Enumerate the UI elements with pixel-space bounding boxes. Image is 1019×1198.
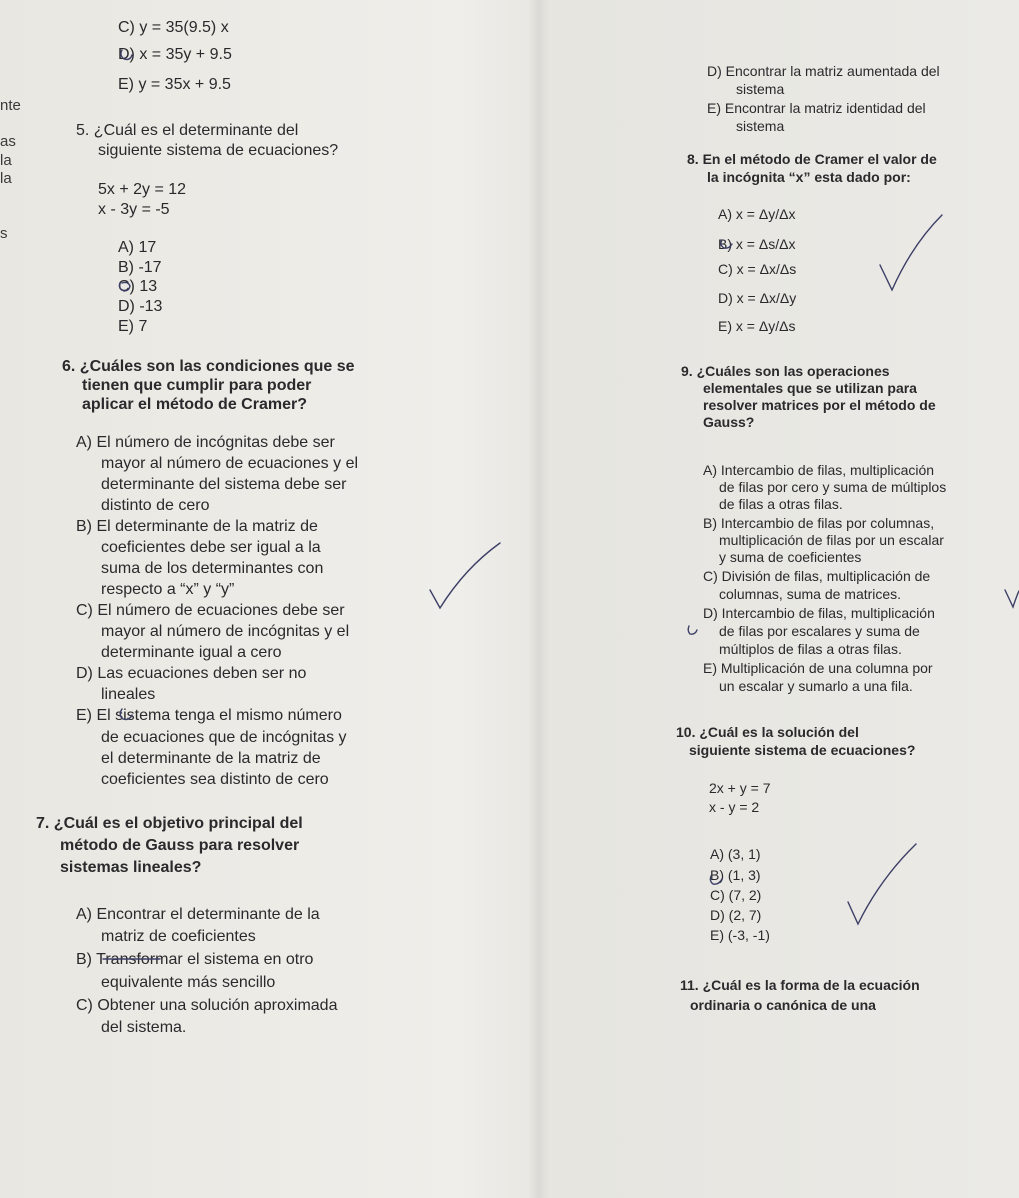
q9-option-d: múltiplos de filas a otras filas. <box>719 641 902 657</box>
checkmark-icon <box>880 215 942 290</box>
q11-question: 11. ¿Cuál es la forma de la ecuación <box>680 977 920 993</box>
answer-circle-mark <box>710 876 722 884</box>
q6-option-c: mayor al número de incógnitas y el <box>101 623 350 640</box>
q8-question: 8. En el método de Cramer el valor de <box>687 151 937 167</box>
q6-option-e: de ecuaciones que de incógnitas y <box>101 729 347 746</box>
q9-question: 9. ¿Cuáles son las operaciones <box>681 363 890 379</box>
q9-option-c: C) División de filas, multiplicación de <box>703 568 931 584</box>
q6-option-a: A) El número de incógnitas debe ser <box>76 434 335 451</box>
answer-circle-mark <box>120 709 132 720</box>
q9-option-a: A) Intercambio de filas, multiplicación <box>703 462 935 478</box>
q10-option-a: A) (3, 1) <box>710 846 761 862</box>
q6-option-d: D) Las ecuaciones deben ser no <box>76 665 307 682</box>
q6-option-a: distinto de cero <box>101 497 210 514</box>
q9-option-a: de filas a otras filas. <box>719 496 843 512</box>
q7-option-b: equivalente más sencillo <box>101 974 276 991</box>
checkmark-icon <box>848 844 916 924</box>
q10-option-b: B) (1, 3) <box>710 867 761 883</box>
q6-question: aplicar el método de Cramer? <box>82 396 307 413</box>
q7-question: método de Gauss para resolver <box>60 837 300 854</box>
q6-option-b: B) El determinante de la matriz de <box>76 518 318 535</box>
q7-option-a: matriz de coeficientes <box>101 928 256 945</box>
answer-circle-mark <box>688 626 697 634</box>
q6-option-d: lineales <box>101 686 156 703</box>
q9-option-b: B) Intercambio de filas por columnas, <box>703 515 935 531</box>
q8-option-a: A) x = Δy/Δx <box>718 206 796 222</box>
q6-option-a: determinante del sistema debe ser <box>101 476 347 493</box>
q9-option-a: de filas por cero y suma de múltiplos <box>719 479 947 495</box>
q5-equation: x - 3y = -5 <box>98 201 170 218</box>
q10-question: 10. ¿Cuál es la solución del <box>676 724 859 740</box>
q9-option-e: E) Multiplicación de una columna por <box>703 660 933 676</box>
q5-question: 5. ¿Cuál es el determinante del <box>76 122 299 139</box>
q8-option-d: D) x = Δx/Δy <box>718 290 797 306</box>
answer-circle-mark <box>121 50 132 60</box>
q6-option-a: mayor al número de ecuaciones y el <box>101 455 359 472</box>
q7-option-b: B) Transformar el sistema en otro <box>76 951 314 968</box>
answer-circle-mark <box>721 240 732 248</box>
checkmark-icon <box>430 543 500 608</box>
q9-option-c: columnas, suma de matrices. <box>719 586 902 602</box>
q9-option-b: multiplicación de filas por un escalar <box>719 532 944 548</box>
q10-option-c: C) (7, 2) <box>710 887 762 903</box>
q6-option-b: coeficientes debe ser igual a la <box>101 539 321 556</box>
q6-option-b: suma de los determinantes con <box>101 560 324 577</box>
q10-question: siguiente sistema de ecuaciones? <box>689 742 916 758</box>
q8-option-b: B) x = Δs/Δx <box>718 236 796 252</box>
q7-question: sistemas lineales? <box>60 859 202 876</box>
bleed-text: s <box>0 225 8 242</box>
q4-option-d: D) x = 35y + 9.5 <box>118 46 232 63</box>
bleed-text: nte <box>0 97 21 114</box>
q6-option-c: C) El número de ecuaciones debe ser <box>76 602 345 619</box>
q10-equation: 2x + y = 7 <box>709 780 771 796</box>
q5-option-a: A) 17 <box>118 239 157 256</box>
q9-question: elementales que se utilizan para <box>703 380 917 396</box>
q9-question: Gauss? <box>703 414 755 430</box>
q8-option-e: E) x = Δy/Δs <box>718 318 796 334</box>
bleed-text: la <box>0 152 12 169</box>
q6-question: 6. ¿Cuáles son las condiciones que se <box>62 358 355 375</box>
q6-option-c: determinante igual a cero <box>101 644 282 661</box>
q9-option-e: un escalar y sumarlo a una fila. <box>719 678 913 694</box>
q8-option-c: C) x = Δx/Δs <box>718 261 797 277</box>
prev-option-e: sistema <box>736 118 785 134</box>
prev-option-e: E) Encontrar la matriz identidad del <box>707 100 926 116</box>
checkmark-icon <box>1005 590 1019 607</box>
q9-option-d: de filas por escalares y suma de <box>719 623 920 639</box>
q6-question: tienen que cumplir para poder <box>82 377 312 394</box>
q9-option-b: y suma de coeficientes <box>719 549 862 565</box>
q6-option-b: respecto a “x” y “y” <box>101 581 235 598</box>
q7-question: 7. ¿Cuál es el objetivo principal del <box>36 815 303 832</box>
q6-option-e: el determinante de la matriz de <box>101 750 321 767</box>
q5-question: siguiente sistema de ecuaciones? <box>98 142 339 159</box>
prev-option-d: sistema <box>736 81 785 97</box>
q11-question: ordinaria o canónica de una <box>690 997 876 1013</box>
q7-option-c: C) Obtener una solución aproximada <box>76 997 338 1014</box>
q5-option-e: E) 7 <box>118 318 148 335</box>
q6-option-e: E) El sistema tenga el mismo número <box>76 707 342 724</box>
q8-question: la incógnita “x” esta dado por: <box>707 169 911 185</box>
q4-option-e: E) y = 35x + 9.5 <box>118 76 231 93</box>
q9-option-d: D) Intercambio de filas, multiplicación <box>703 605 935 621</box>
q5-equation: 5x + 2y = 12 <box>98 181 187 198</box>
q5-option-d: D) -13 <box>118 298 163 315</box>
q5-option-c: C) 13 <box>118 278 158 295</box>
prev-option-d: D) Encontrar la matriz aumentada del <box>707 63 940 79</box>
answer-circle-mark <box>120 282 131 291</box>
bleed-text: la <box>0 170 12 187</box>
q9-question: resolver matrices por el método de <box>703 397 936 413</box>
q4-option-c: C) y = 35(9.5) x <box>118 19 229 36</box>
q10-equation: x - y = 2 <box>709 799 760 815</box>
bleed-text: as <box>0 133 16 150</box>
q10-option-e: E) (-3, -1) <box>710 927 770 943</box>
q7-option-c: del sistema. <box>101 1019 187 1036</box>
q10-option-d: D) (2, 7) <box>710 907 762 923</box>
q5-option-b: B) -17 <box>118 259 162 276</box>
q7-option-a: A) Encontrar el determinante de la <box>76 906 320 923</box>
q6-option-e: coeficientes sea distinto de cero <box>101 771 329 788</box>
